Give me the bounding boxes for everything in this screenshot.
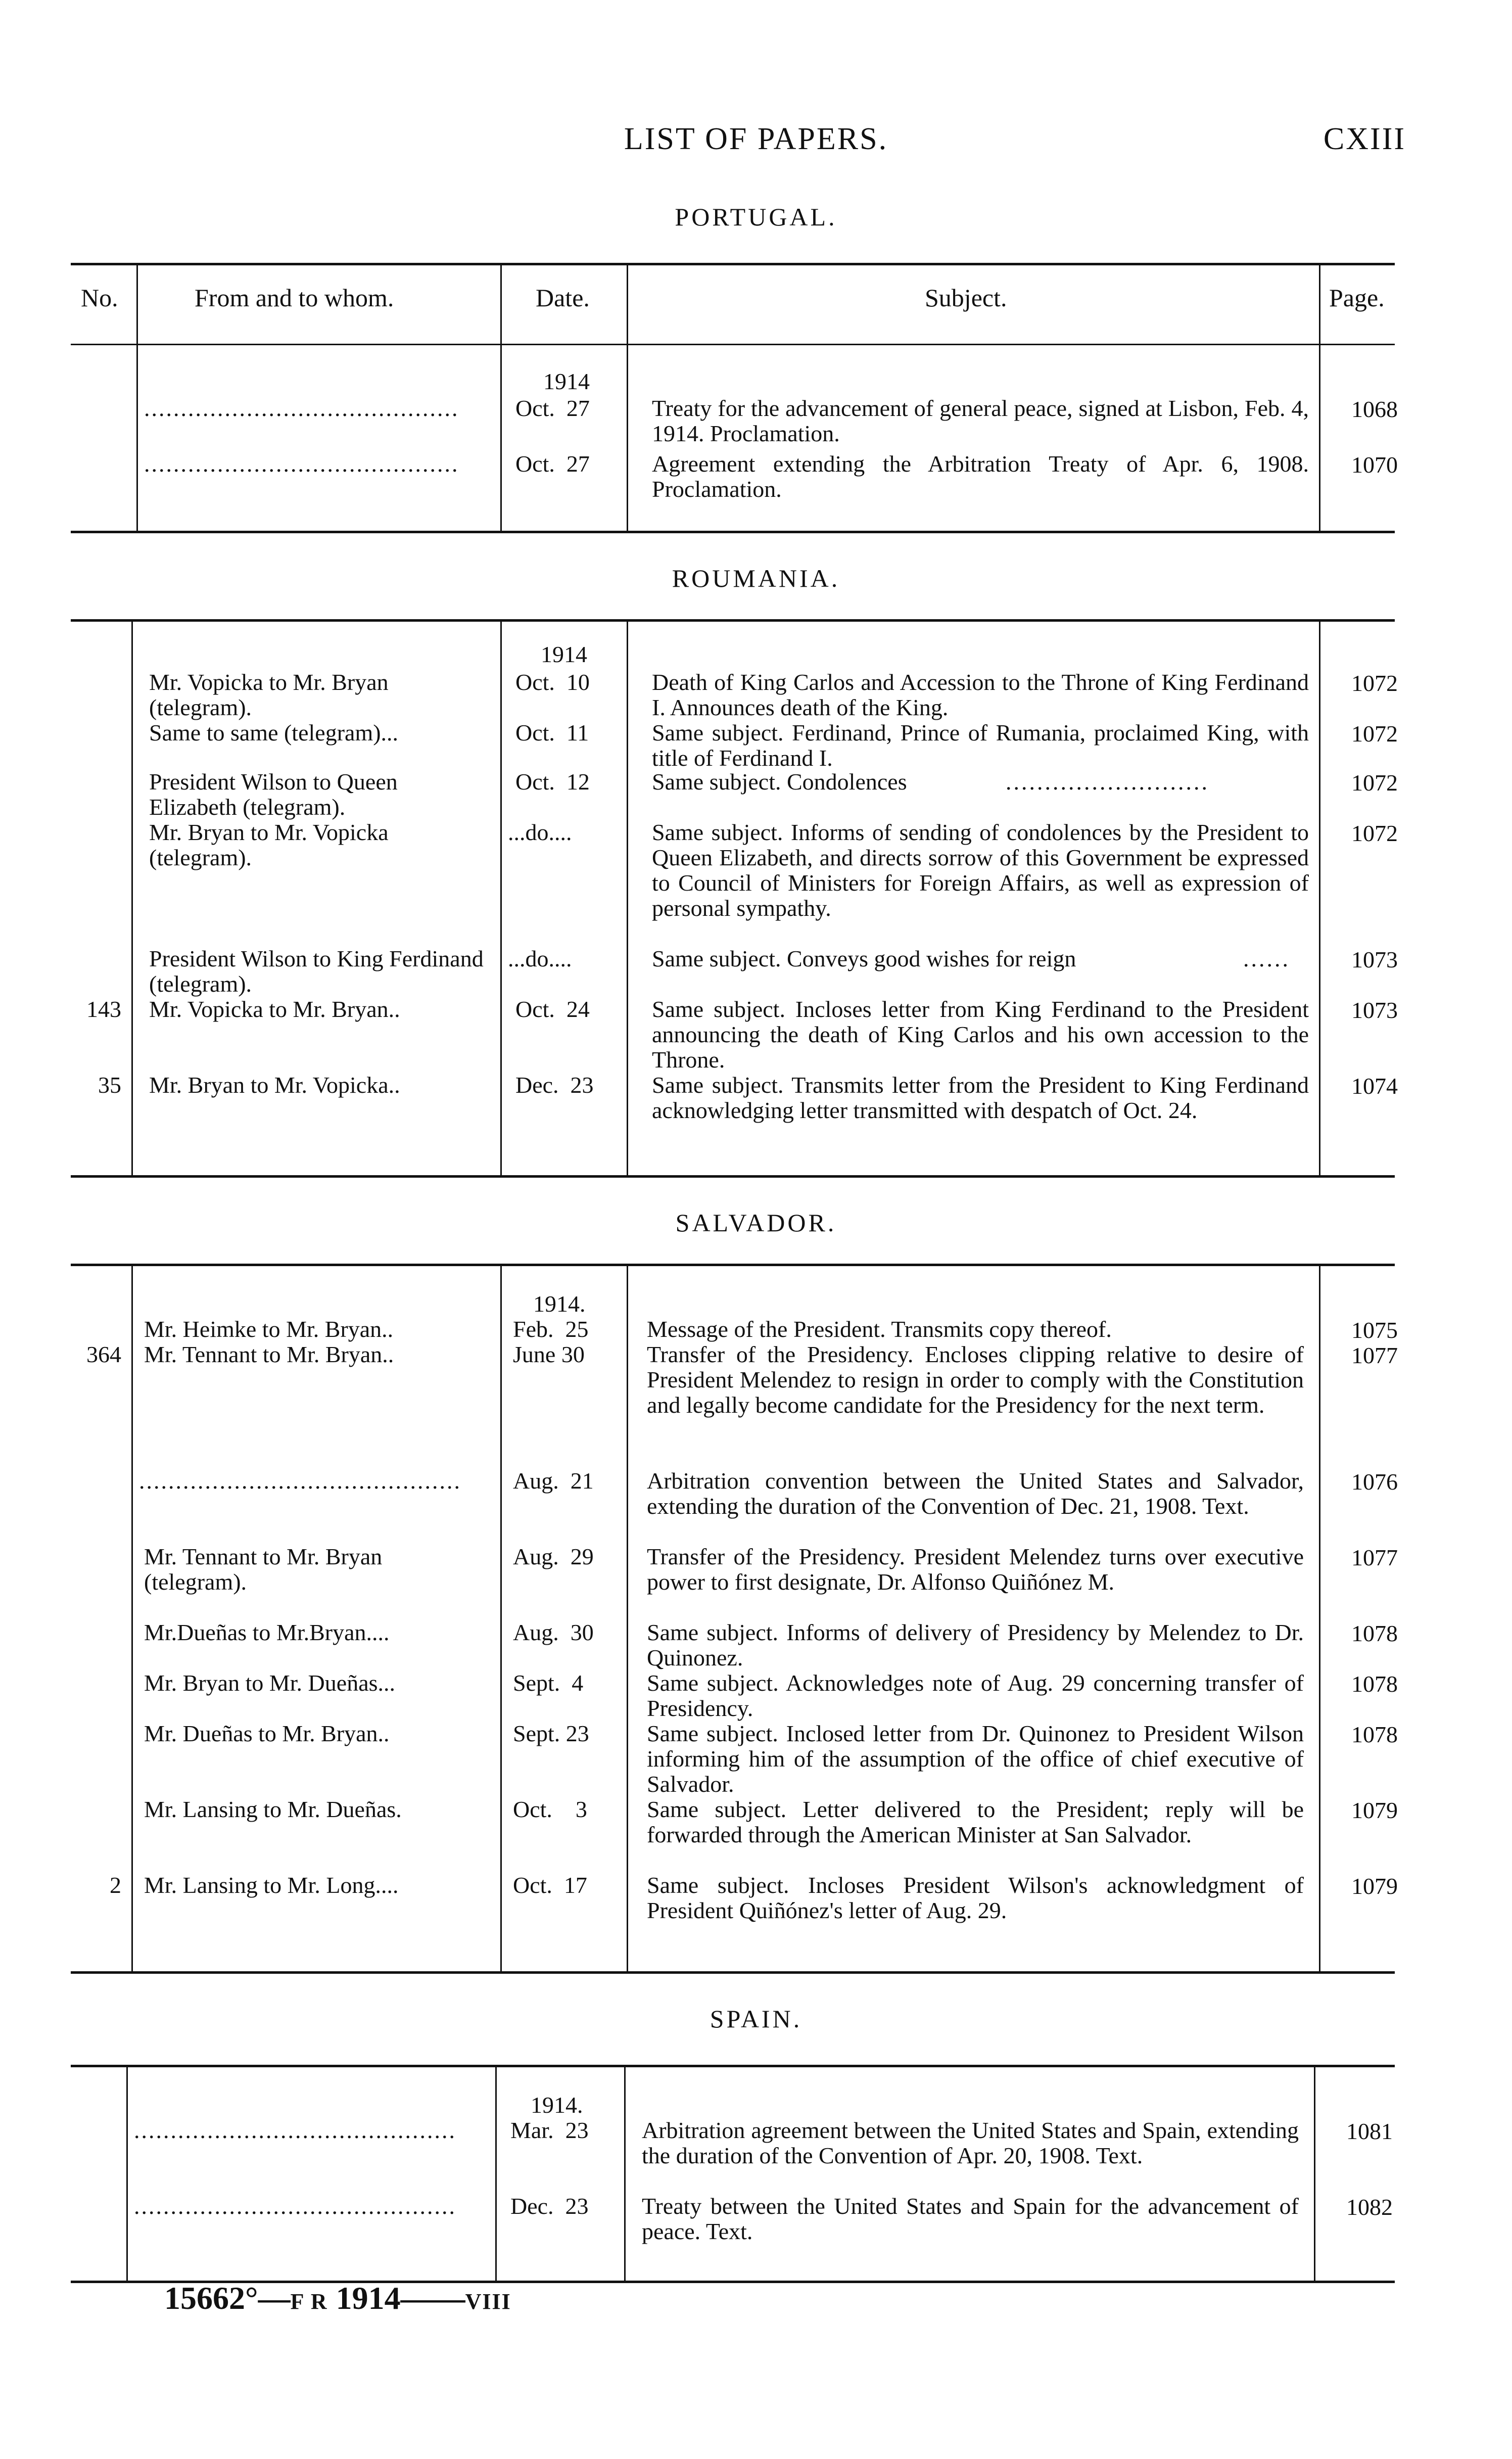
- column-divider: [1319, 263, 1320, 531]
- footer-signature: [164, 2280, 511, 2317]
- entry-date: ...do....: [508, 946, 572, 971]
- entry-from: President Wilson to King Ferdinand (telegram).: [149, 946, 484, 997]
- leader-dots: ............................................: [134, 2193, 456, 2219]
- section-heading-salvador: SALVADOR.: [675, 1209, 837, 1237]
- entry-subject: Arbitration convention between the United States and Salvador, extending the duration of the Convention of Dec. 21, 1908. Text.: [647, 1468, 1304, 1519]
- entry-subject: Same subject. Transmits letter from the President to King Ferdinand acknowledging letter transmitted with despatch of Oct. 24.: [652, 1072, 1309, 1123]
- leader-dots: ......: [1243, 946, 1290, 971]
- column-divider: [500, 619, 502, 1175]
- column-divider: [126, 2065, 128, 2282]
- leader-dots: ...........................................: [144, 451, 459, 477]
- entry-subject: Death of King Carlos and Accession to the Throne of King Ferdinand I. Announces death of the King.: [652, 669, 1309, 720]
- section-heading-spain: SPAIN.: [710, 2005, 802, 2033]
- entry-subject: Same subject. Ferdinand, Prince of Rumania, proclaimed King, with title of Ferdinand I.: [652, 720, 1309, 771]
- leader-dots: ............................................: [139, 1468, 461, 1494]
- entry-from: Same to same (telegram)...: [149, 720, 399, 746]
- entry-subject: Arbitration agreement between the United States and Spain, extending the duration of the Convention of Apr. 20, 1908. Text.: [642, 2117, 1299, 2168]
- entry-subject: Same subject. Conveys good wishes for reign: [652, 946, 1076, 971]
- header-rule: [71, 344, 1395, 345]
- page-title: LIST OF PAPERS.: [624, 122, 888, 156]
- entry-date: Oct. 12: [515, 769, 590, 795]
- column-header-page: Page.: [1329, 284, 1385, 312]
- entry-page: 1075: [1351, 1317, 1398, 1343]
- entry-date: Mar. 23: [510, 2117, 589, 2143]
- column-divider: [627, 619, 628, 1175]
- table-top-rule: [71, 1264, 1395, 1266]
- entry-date: Oct. 11: [515, 720, 589, 746]
- entry-number: 364: [86, 1341, 121, 1367]
- entry-date: Feb. 25: [513, 1316, 589, 1342]
- entry-from: Mr.Dueñas to Mr.Bryan....: [144, 1619, 390, 1645]
- entry-page: 1072: [1351, 770, 1398, 796]
- entry-page: 1077: [1351, 1342, 1398, 1368]
- entry-from: Mr. Tennant to Mr. Bryan (telegram).: [144, 1544, 383, 1595]
- page-number-roman: CXIII: [1323, 122, 1406, 156]
- column-header-date: Date.: [536, 284, 590, 312]
- entry-date: Oct. 17: [513, 1872, 587, 1898]
- entry-from: Mr. Dueñas to Mr. Bryan..: [144, 1721, 390, 1746]
- year-label: 1914.: [533, 1291, 586, 1317]
- column-divider: [131, 1264, 133, 1971]
- entry-subject: Same subject. Acknowledges note of Aug. 29 concerning transfer of Presidency.: [647, 1670, 1304, 1721]
- column-divider: [136, 263, 138, 531]
- entry-subject: Treaty for the advancement of general peace, signed at Lisbon, Feb. 4, 1914. Proclamation.: [652, 395, 1309, 446]
- entry-date: Aug. 21: [513, 1468, 594, 1494]
- leader-dots: ...........................................: [144, 395, 459, 421]
- entry-page: 1081: [1346, 2118, 1393, 2144]
- column-divider: [1319, 1264, 1320, 1971]
- entry-subject: Treaty between the United States and Spain for the advancement of peace. Text.: [642, 2193, 1299, 2244]
- column-divider: [131, 619, 133, 1175]
- section-end-rule: [71, 531, 1395, 533]
- entry-subject: Same subject. Informs of sending of condolences by the President to Queen Elizabeth, and directs sorrow of this Government be expressed to Council of Ministers for Foreign Affairs, as well as expression of personal sympathy.: [652, 819, 1309, 921]
- entry-page: 1077: [1351, 1545, 1398, 1570]
- section-end-rule: [71, 1971, 1395, 1974]
- entry-from: Mr. Vopicka to Mr. Bryan..: [149, 996, 400, 1022]
- year-label: 1914: [543, 368, 590, 394]
- entry-page: 1072: [1351, 670, 1398, 696]
- entry-subject: Message of the President. Transmits copy thereof.: [647, 1316, 1112, 1342]
- leader-dots: ..........................: [1006, 769, 1209, 795]
- entry-date: Dec. 23: [510, 2193, 589, 2219]
- entry-page: 1078: [1351, 1620, 1398, 1646]
- entry-date: ...do....: [508, 819, 572, 845]
- table-top-rule: [71, 619, 1395, 622]
- leader-dots: ............................................: [134, 2117, 456, 2143]
- section-heading-roumania: ROUMANIA.: [672, 564, 840, 592]
- footer-number: 15662°—: [164, 2280, 291, 2316]
- column-divider: [627, 263, 628, 531]
- entry-date: Aug. 30: [513, 1619, 594, 1645]
- column-divider: [495, 2065, 497, 2282]
- column-header-from: From and to whom.: [195, 284, 394, 312]
- entry-subject: Same subject. Incloses letter from King Ferdinand to the President announcing the death of King Carlos and his own accession to the Throne.: [652, 996, 1309, 1073]
- entry-from: Mr. Tennant to Mr. Bryan..: [144, 1341, 394, 1367]
- entry-subject: Transfer of the Presidency. President Melendez turns over executive power to first designate, Dr. Alfonso Quiñónez M.: [647, 1544, 1304, 1595]
- entry-date: Sept. 4: [513, 1670, 584, 1696]
- entry-subject: Same subject. Inclosed letter from Dr. Quinonez to President Wilson informing him of the assumption of the office of chief executive of Salvador.: [647, 1721, 1304, 1797]
- entry-date: Sept. 23: [513, 1721, 589, 1746]
- column-divider: [1319, 619, 1320, 1175]
- entry-from: Mr. Bryan to Mr. Dueñas...: [144, 1670, 396, 1696]
- entry-from: Mr. Lansing to Mr. Long....: [144, 1872, 399, 1898]
- entry-date: Aug. 29: [513, 1544, 594, 1569]
- year-label: 1914: [541, 641, 587, 667]
- entry-subject: Transfer of the Presidency. Encloses clipping relative to desire of President Melendez to resign in order to comply with the Constitution and legally become candidate for the Presidency for the next term.: [647, 1341, 1304, 1418]
- section-end-rule: [71, 1175, 1395, 1178]
- entry-page: 1078: [1351, 1671, 1398, 1697]
- column-header-subject: Subject.: [925, 284, 1007, 312]
- entry-page: 1072: [1351, 820, 1398, 846]
- entry-subject: Same subject. Incloses President Wilson's acknowledgment of President Quiñónez's letter of Aug. 29.: [647, 1872, 1304, 1923]
- column-divider: [1314, 2065, 1315, 2282]
- entry-from: Mr. Lansing to Mr. Dueñas.: [144, 1796, 402, 1822]
- entry-number: 35: [98, 1072, 121, 1098]
- entry-date: Dec. 23: [515, 1072, 594, 1098]
- entry-number: 143: [86, 996, 121, 1022]
- entry-page: 1079: [1351, 1797, 1398, 1823]
- footer-fr: F R: [290, 2289, 328, 2314]
- entry-page: 1073: [1351, 997, 1398, 1023]
- entry-date: Oct. 27: [515, 395, 590, 421]
- entry-page: 1072: [1351, 721, 1398, 747]
- entry-from: President Wilson to Queen Elizabeth (telegram).: [149, 769, 398, 820]
- table-top-rule: [71, 2065, 1395, 2067]
- entry-date: Oct. 24: [515, 996, 590, 1022]
- entry-page: 1079: [1351, 1873, 1398, 1899]
- entry-page: 1082: [1346, 2194, 1393, 2220]
- entry-date: Oct. 3: [513, 1796, 587, 1822]
- table-top-rule: [71, 263, 1395, 265]
- column-header-no: No.: [81, 284, 118, 312]
- entry-from: Mr. Vopicka to Mr. Bryan (telegram).: [149, 669, 389, 720]
- footer-year: 1914——: [327, 2280, 465, 2316]
- entry-from: Mr. Bryan to Mr. Vopicka..: [149, 1072, 400, 1098]
- entry-page: 1073: [1351, 947, 1398, 972]
- footer-volume: VIII: [465, 2289, 511, 2314]
- entry-date: Oct. 27: [515, 451, 590, 477]
- entry-subject: Same subject. Letter delivered to the President; reply will be forwarded through the American Minister at San Salvador.: [647, 1796, 1304, 1847]
- entry-page: 1074: [1351, 1073, 1398, 1099]
- column-divider: [500, 1264, 502, 1971]
- entry-number: 2: [110, 1872, 121, 1898]
- column-divider: [627, 1264, 628, 1971]
- entry-from: Mr. Bryan to Mr. Vopicka (telegram).: [149, 819, 389, 870]
- entry-date: Oct. 10: [515, 669, 590, 695]
- entry-from: Mr. Heimke to Mr. Bryan..: [144, 1316, 394, 1342]
- entry-page: 1078: [1351, 1722, 1398, 1747]
- entry-subject: Same subject. Informs of delivery of Presidency by Melendez to Dr. Quinonez.: [647, 1619, 1304, 1671]
- entry-subject: Same subject. Condolences: [652, 769, 907, 795]
- entry-page: 1068: [1351, 396, 1398, 422]
- year-label: 1914.: [531, 2092, 583, 2118]
- entry-page: 1076: [1351, 1469, 1398, 1495]
- column-divider: [500, 263, 502, 531]
- entry-date: June 30: [513, 1341, 585, 1367]
- column-divider: [624, 2065, 626, 2282]
- entry-page: 1070: [1351, 452, 1398, 478]
- entry-subject: Agreement extending the Arbitration Treaty of Apr. 6, 1908. Proclamation.: [652, 451, 1309, 502]
- section-heading-portugal: PORTUGAL.: [675, 203, 837, 231]
